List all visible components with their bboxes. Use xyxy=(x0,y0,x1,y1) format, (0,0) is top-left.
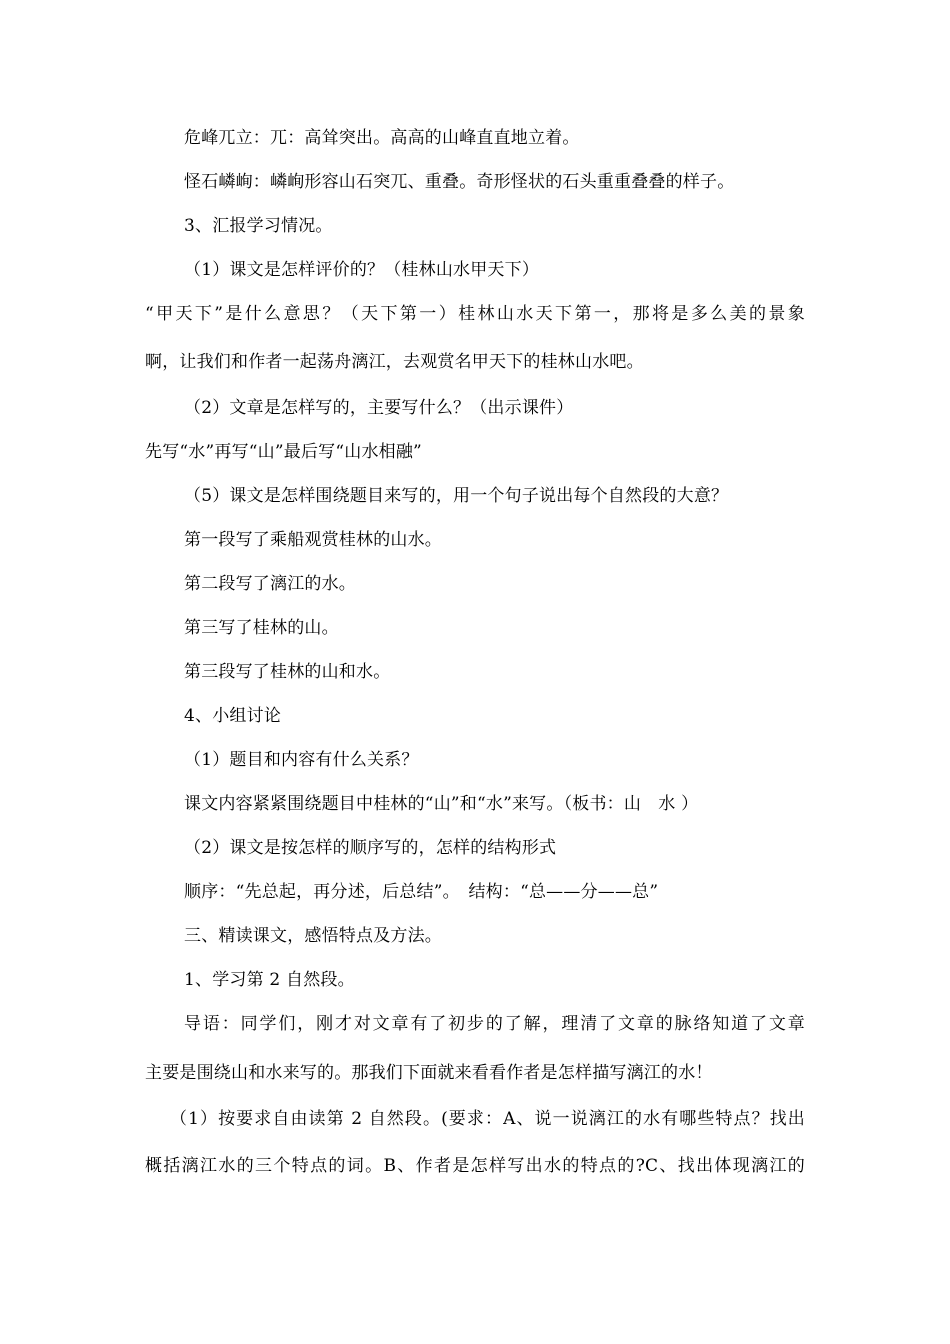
text-line: （1）题目和内容有什么关系？ xyxy=(184,750,419,770)
text-line: 课文内容紧紧围绕题目中桂林的“山”和“水”来写。（板书：山 水 ） xyxy=(184,794,699,814)
text-line: 第三写了桂林的山。 xyxy=(184,618,339,638)
text-line: 第二段写了漓江的水。 xyxy=(184,574,356,594)
text-line: （2）文章是怎样写的，主要写什么？（出示课件） xyxy=(184,398,574,418)
text-line: 啊，让我们和作者一起荡舟漓江，去观赏名甲天下的桂林山水吧。 xyxy=(145,352,644,372)
text-line: （2）课文是按怎样的顺序写的，怎样的结构形式 xyxy=(184,838,557,858)
text-line: 1、学习第 2 自然段。 xyxy=(184,970,355,990)
text-line: 第一段写了乘船观赏桂林的山水。 xyxy=(184,530,442,550)
text-line: 主要是围绕山和水来写的。那我们下面就来看看作者是怎样描写漓江的水！ xyxy=(145,1063,713,1083)
text-line: 4、小组讨论 xyxy=(184,706,282,726)
text-line: （1）课文是怎样评价的？（桂林山水甲天下） xyxy=(184,260,540,280)
text-line: 顺序：“先总起，再分述，后总结”。 结构：“总——分——总” xyxy=(184,882,659,902)
text-line: 概括漓江水的三个特点的词。B、作者是怎样写出水的特点的?C、找出体现漓江的 xyxy=(145,1156,805,1176)
text-line: 危峰兀立：兀：高耸突出。高高的山峰直直地立着。 xyxy=(184,128,580,148)
text-line: 3、汇报学习情况。 xyxy=(184,216,333,236)
text-line: 导语：同学们，刚才对文章有了初步的了解，理清了文章的脉络知道了文章 xyxy=(184,1014,805,1034)
text-line: （1）按要求自由读第 2 自然段。(要求：A、说一说漓江的水有哪些特点？找出 xyxy=(170,1109,805,1129)
text-line: 三、精读课文，感悟特点及方法。 xyxy=(184,926,442,946)
text-line: 先写“水”再写“山”最后写“山水相融” xyxy=(145,442,422,462)
text-line: （5）课文是怎样围绕题目来写的，用一个句子说出每个自然段的大意？ xyxy=(184,486,729,506)
text-line: 第三段写了桂林的山和水。 xyxy=(184,662,391,682)
text-line: “甲天下”是什么意思？（天下第一）桂林山水天下第一，那将是多么美的景象 xyxy=(145,304,805,324)
text-line: 怪石嶙峋：嶙峋形容山石突兀、重叠。奇形怪状的石头重重叠叠的样子。 xyxy=(184,172,735,192)
